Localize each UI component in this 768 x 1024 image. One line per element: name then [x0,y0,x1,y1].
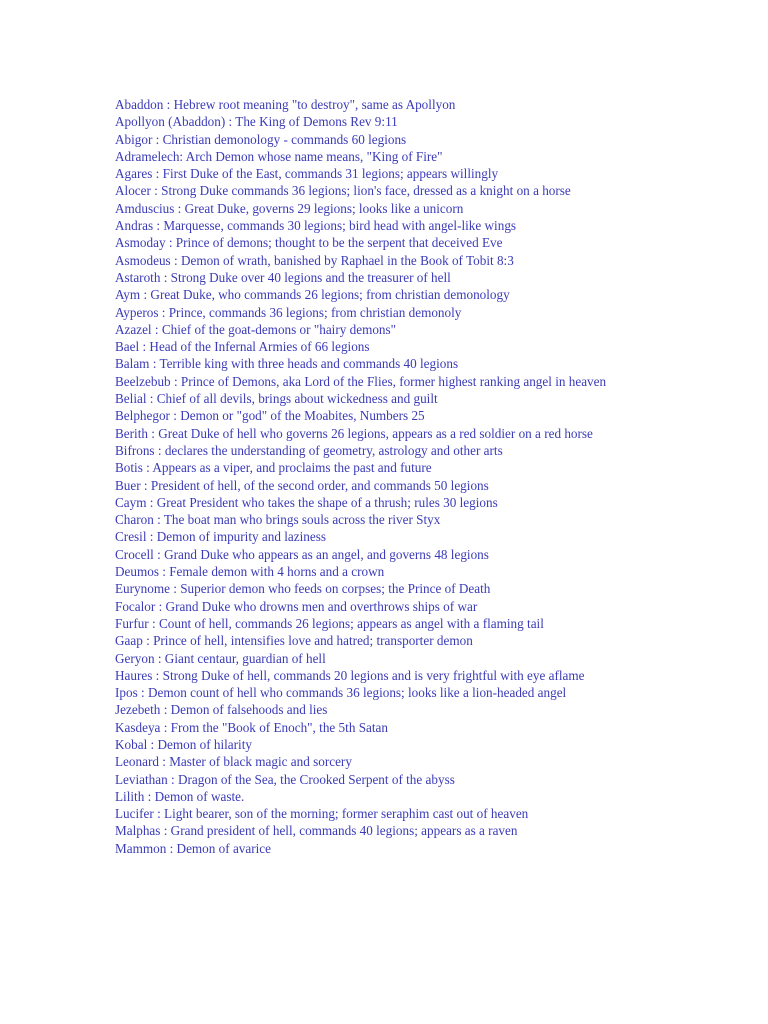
entry-gaap: Gaap : Prince of hell, intensifies love and hatred; transporter demon [115,633,473,649]
entry-deumos: Deumos : Female demon with 4 horns and a crown [115,564,385,580]
entry-malphas: Malphas : Grand president of hell, commands 40 legions; appears as a raven [115,823,518,839]
entry-botis: Botis : Appears as a viper, and proclaims the past and future [115,460,432,476]
entry-abaddon: Abaddon : Hebrew root meaning "to destroy", same as Apollyon [115,97,456,112]
entry-azazel: Azazel : Chief of the goat-demons or "hairy demons" [115,321,397,337]
entry-cresil: Cresil : Demon of impurity and laziness [115,529,326,545]
entry-haures: Haures : Strong Duke of hell, commands 20 legions and is very frightful with eye aflame [115,667,585,683]
entry-aym: Aym : Great Duke, who commands 26 legions; from christian demonology [115,287,510,303]
entry-caym: Caym : Great President who takes the shape of a thrush; rules 30 legions [115,494,498,510]
entry-jezebeth: Jezebeth : Demon of falsehoods and lies [115,702,328,718]
entry-andras: Andras : Marquesse, commands 30 legions; bird head with angel-like wings [115,218,517,234]
entry-leviathan: Leviathan : Dragon of the Sea, the Crooked Serpent of the abyss [115,771,455,787]
entry-belial: Belial : Chief of all devils, brings about wickedness and guilt [115,391,438,407]
entry-abigor: Abigor : Christian demonology - commands 60 legions [115,131,407,147]
entry-astaroth: Astaroth : Strong Duke over 40 legions and the treasurer of hell [115,269,451,285]
entry-furfur: Furfur : Count of hell, commands 26 legions; appears as angel with a flaming tail [115,615,544,631]
entry-geryon: Geryon : Giant centaur, guardian of hell [115,650,326,666]
document-body [115,96,645,857]
entry-ayperos: Ayperos : Prince, commands 36 legions; from christian demonoly [115,304,462,320]
entry-ipos: Ipos : Demon count of hell who commands 36 legions; looks like a lion-headed angel [115,685,567,701]
entry-kobal: Kobal : Demon of hilarity [115,736,252,752]
entry-asmoday: Asmoday : Prince of demons; thought to be the serpent that deceived Eve [115,235,503,251]
entry-leonard: Leonard : Master of black magic and sorcery [115,754,352,770]
entry-belphegor: Belphegor : Demon or "god" of the Moabites, Numbers 25 [115,408,425,424]
entry-adramelech: Adramelech: Arch Demon whose name means, "King of Fire" [115,148,443,164]
entry-charon: Charon : The boat man who brings souls across the river Styx [115,512,441,528]
entry-beelzebub: Beelzebub : Prince of Demons, aka Lord of the Flies, former highest ranking angel in heaven [115,373,607,389]
entry-kasdeya: Kasdeya : From the "Book of Enoch", the 5th Satan [115,719,389,735]
entry-crocell: Crocell : Grand Duke who appears as an angel, and governs 48 legions [115,546,489,562]
entry-bifrons: Bifrons : declares the understanding of geometry, astrology and other arts [115,442,503,458]
entry-berith: Berith : Great Duke of hell who governs 26 legions, appears as a red soldier on a red horse [115,425,593,441]
entry-lucifer: Lucifer : Light bearer, son of the morning; former seraphim cast out of heaven [115,806,529,822]
entry-balam: Balam : Terrible king with three heads and commands 40 legions [115,356,459,372]
entry-asmodeus: Asmodeus : Demon of wrath, banished by Raphael in the Book of Tobit 8:3 [115,252,514,268]
entry-lilith: Lilith : Demon of waste. [115,788,245,804]
entry-amduscius: Amduscius : Great Duke, governs 29 legions; looks like a unicorn [115,200,464,216]
entry-alocer: Alocer : Strong Duke commands 36 legions; lion's face, dressed as a knight on a horse [115,183,571,199]
entry-bael: Bael : Head of the Infernal Armies of 66 legions [115,339,370,355]
entry-apollyon: Apollyon (Abaddon) : The King of Demons Rev 9:11 [115,114,398,130]
entry-mammon: Mammon : Demon of avarice [115,840,272,856]
entry-buer: Buer : President of hell, of the second order, and commands 50 legions [115,477,489,493]
entry-agares: Agares : First Duke of the East, commands 31 legions; appears willingly [115,166,499,182]
entry-focalor: Focalor : Grand Duke who drowns men and overthrows ships of war [115,598,478,614]
entry-eurynome: Eurynome : Superior demon who feeds on corpses; the Prince of Death [115,581,491,597]
